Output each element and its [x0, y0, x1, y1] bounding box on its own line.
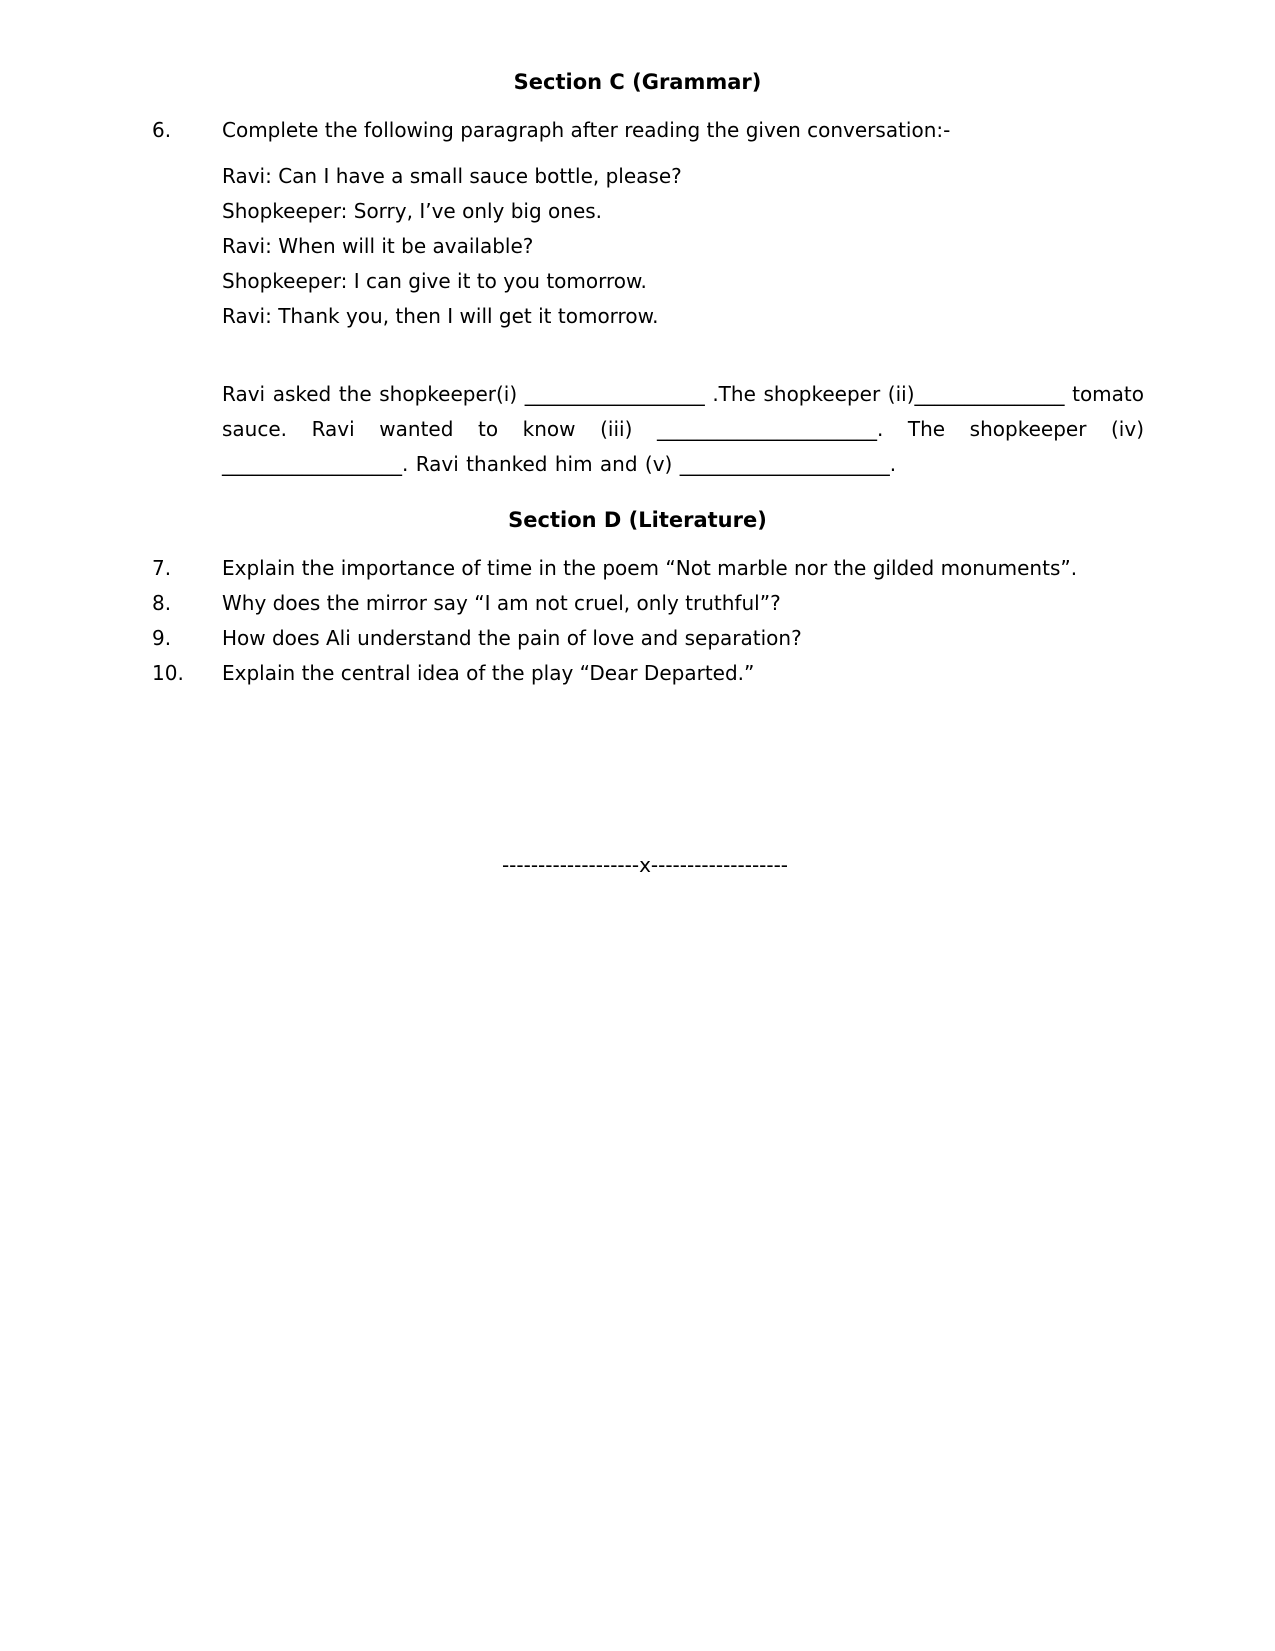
question-7-text: Explain the importance of time in the poem “Not marble nor the gilded monuments”. — [222, 556, 1078, 580]
question-6-text: Complete the following paragraph after reading the given conversation:- — [222, 118, 951, 142]
question-10-number: 10. — [152, 661, 184, 685]
question-9-number: 9. — [152, 626, 172, 650]
dialogue-line: Ravi: Can I have a small sauce bottle, please? — [222, 164, 682, 188]
question-7-number: 7. — [152, 556, 172, 580]
question-8-number: 8. — [152, 591, 172, 615]
dialogue-line: Ravi: Thank you, then I will get it tomorrow. — [222, 304, 659, 328]
question-9-text: How does Ali understand the pain of love and separation? — [222, 626, 802, 650]
question-8-text: Why does the mirror say “I am not cruel, only truthful”? — [222, 591, 781, 615]
section-c-heading: Section C (Grammar) — [513, 70, 762, 94]
dialogue-line: Ravi: When will it be available? — [222, 234, 534, 258]
dialogue-line: Shopkeeper: Sorry, I’ve only big ones. — [222, 199, 603, 223]
dialogue-line: Shopkeeper: I can give it to you tomorrow. — [222, 269, 647, 293]
end-of-paper-mark: -------------------x------------------- — [501, 853, 789, 877]
section-d-heading: Section D (Literature) — [508, 508, 767, 532]
question-6-number: 6. — [152, 118, 172, 142]
question-10-text: Explain the central idea of the play “Dear Departed.” — [222, 661, 755, 685]
fill-in-blanks-paragraph: Ravi asked the shopkeeper(i) __________________ .The shopkeeper (ii)_______________ tomato sauce. Ravi wanted to know (iii) ______________________. The shopkeeper (iv) __________________. Ravi thanked him and (v) _____________________. — [222, 382, 1144, 476]
